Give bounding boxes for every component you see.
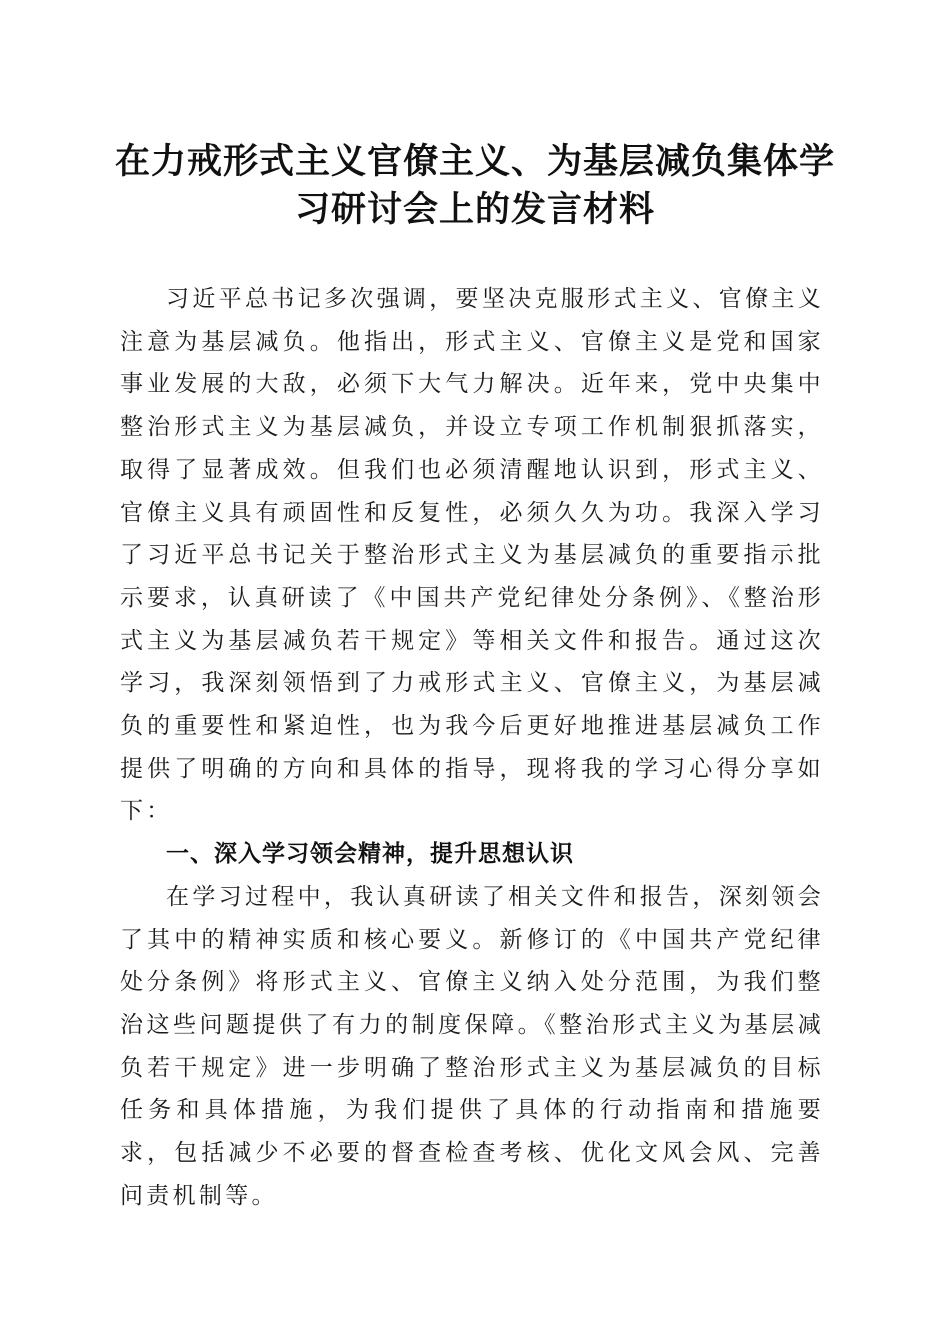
document-title: [110, 138, 840, 234]
title-line-2: 习研讨会上的发言材料: [294, 189, 655, 230]
title-line-1: 在力戒形式主义官僚主义、为基层减负集体学: [114, 141, 835, 182]
paragraph-section-1: 在学习过程中，我认真研读了相关文件和报告，深刻领会了其中的精神实质和核心要义。新修订的《中国共产党纪律处分条例》将形式主义、官僚主义纳入处分范围，为我们整治这些问题提供了有力的制度保障。《整治形式主义为基层减负若干规定》进一步明确了整治形式主义为基层减负的目标任务和具体措施，为我们提供了具体的行动指南和措施要求，包括减少不必要的督查检查考核、优化文风会风、完善问责机制等。: [120, 883, 824, 1209]
section-heading-1: 一、深入学习领会精神，提升思想认识: [166, 841, 574, 868]
paragraph-intro: 习近平总书记多次强调，要坚决克服形式主义、官僚主义注意为基层减负。他指出，形式主义、官僚主义是党和国家事业发展的大敌，必须下大气力解决。近年来，党中央集中整治形式主义为基层减负，并设立专项工作机制狠抓落实，取得了显著成效。但我们也必须清醒地认识到，形式主义、官僚主义具有顽固性和反复性，必须久久为功。我深入学习了习近平总书记关于整治形式主义为基层减负的重要指示批示要求，认真研读了《中国共产党纪律处分条例》、《整治形式主义为基层减负若干规定》等相关文件和报告。通过这次学习，我深刻领悟到了力戒形式主义、官僚主义，为基层减负的重要性和紧迫性，也为我今后更好地推进基层减负工作提供了明确的方向和具体的指导，现将我的学习心得分享如下：: [120, 286, 824, 825]
document-body: [120, 278, 824, 1217]
